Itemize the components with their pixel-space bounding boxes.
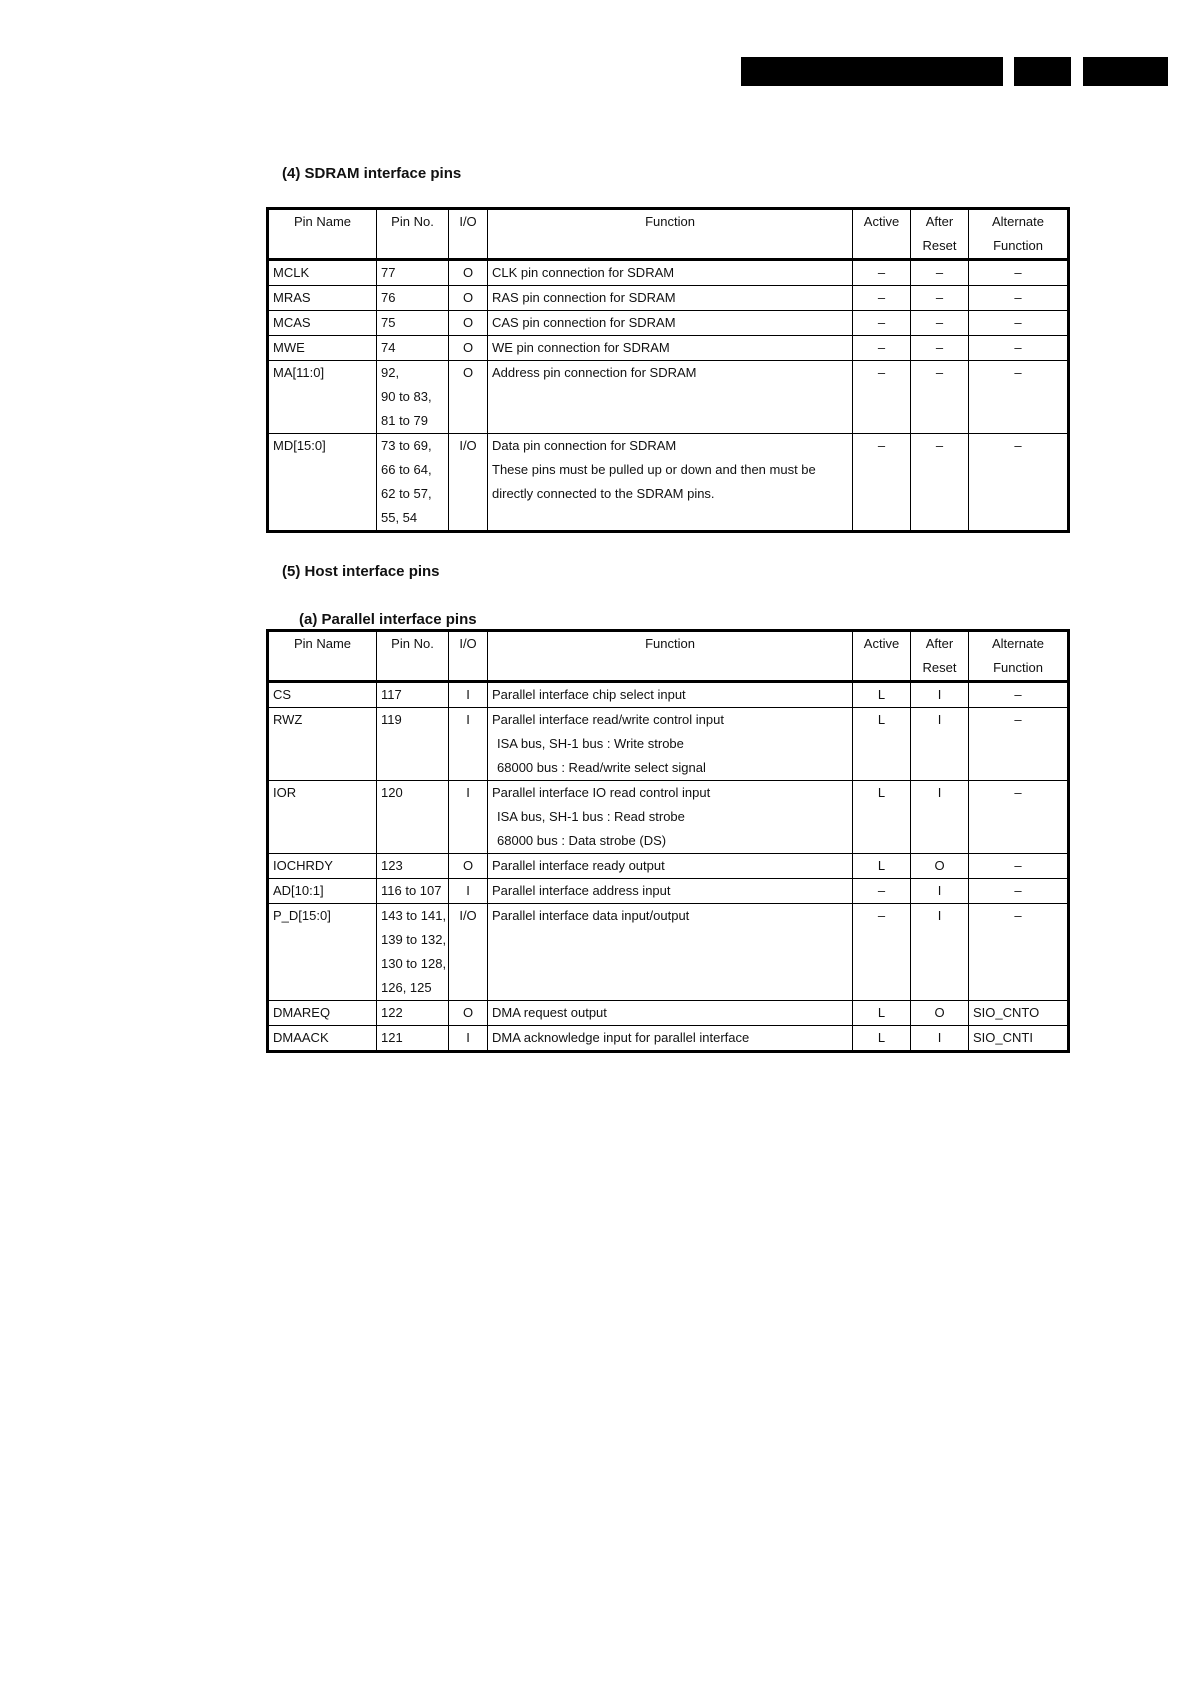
after-reset-cell: I	[911, 1026, 969, 1052]
header-bar-page	[1083, 57, 1168, 86]
function-line: WE pin connection for SDRAM	[492, 340, 670, 355]
alternate-function-cell: –	[969, 361, 1069, 434]
after-reset-cell: O	[911, 1001, 969, 1026]
after-reset-cell: I	[911, 904, 969, 1001]
pin-no-cell	[377, 260, 449, 286]
pin-no-cell	[377, 336, 449, 361]
pin-no-line: 90 to 83,	[381, 389, 432, 404]
function-cell	[488, 311, 853, 336]
table-row	[268, 311, 1069, 336]
function-line: Address pin connection for SDRAM	[492, 365, 697, 380]
pin-no-line: 92,	[381, 365, 400, 380]
alternate-function-cell: –	[969, 336, 1069, 361]
io-cell: I	[449, 781, 488, 854]
active-cell: –	[853, 904, 911, 1001]
pin-no-line: 123	[381, 858, 403, 873]
pin-name-cell: RWZ	[268, 708, 377, 781]
pin-no-line: 73 to 69,	[381, 438, 432, 453]
header-function: Function	[488, 209, 853, 260]
alternate-function-cell: –	[969, 879, 1069, 904]
pin-no-line: 139 to 132,	[381, 932, 447, 947]
function-subline: ISA bus, SH-1 bus : Read strobe	[497, 809, 685, 824]
active-cell: –	[853, 336, 911, 361]
table-row	[268, 1001, 1069, 1026]
pin-no-line: 76	[381, 290, 396, 305]
alternate-function-cell: –	[969, 682, 1069, 708]
function-line: directly connected to the SDRAM pins.	[492, 486, 715, 501]
pin-no-line: 117	[381, 687, 402, 702]
after-reset-cell: –	[911, 361, 969, 434]
parallel-pin-table	[266, 629, 1070, 1053]
function-line: Parallel interface read/write control input	[492, 712, 724, 727]
active-cell: –	[853, 361, 911, 434]
table-header-row	[268, 209, 1069, 260]
function-cell	[488, 904, 853, 1001]
pin-name-cell: DMAREQ	[268, 1001, 377, 1026]
function-cell	[488, 361, 853, 434]
function-line: DMA request output	[492, 1005, 607, 1020]
io-cell: O	[449, 336, 488, 361]
active-cell: –	[853, 879, 911, 904]
pin-name-cell: MA[11:0]	[268, 361, 377, 434]
io-cell: O	[449, 1001, 488, 1026]
header-after-reset-line-2: Reset	[922, 660, 957, 675]
pin-name-cell: MRAS	[268, 286, 377, 311]
function-subline: 68000 bus : Read/write select signal	[497, 760, 706, 775]
after-reset-cell: –	[911, 336, 969, 361]
function-line: CLK pin connection for SDRAM	[492, 265, 675, 280]
io-cell: I	[449, 708, 488, 781]
pin-name-cell: MD[15:0]	[268, 434, 377, 532]
active-cell: L	[853, 708, 911, 781]
after-reset-cell: I	[911, 708, 969, 781]
active-cell: L	[853, 781, 911, 854]
header-after-reset-line-1: After	[925, 214, 954, 229]
pin-no-line: 119	[381, 712, 402, 727]
header-after-reset-line-2: Reset	[922, 238, 957, 253]
header-after-reset	[911, 631, 969, 682]
function-line: CAS pin connection for SDRAM	[492, 315, 676, 330]
pin-no-cell	[377, 311, 449, 336]
header-pin-name: Pin Name	[268, 209, 377, 260]
function-line: DMA acknowledge input for parallel interface	[492, 1030, 750, 1045]
sdram-section-title: (4) SDRAM interface pins	[282, 165, 462, 182]
pin-no-line: 120	[381, 785, 403, 800]
pin-name-cell: CS	[268, 682, 377, 708]
pin-no-cell	[377, 1026, 449, 1052]
header-alternate-function	[969, 631, 1069, 682]
io-cell: O	[449, 311, 488, 336]
alternate-function-cell: –	[969, 311, 1069, 336]
header-bar-chapter	[1014, 57, 1071, 86]
after-reset-cell: –	[911, 286, 969, 311]
pin-no-line: 81 to 79	[381, 413, 428, 428]
pin-no-line: 75	[381, 315, 396, 330]
function-line: Data pin connection for SDRAM	[492, 438, 677, 453]
header-io: I/O	[449, 209, 488, 260]
pin-no-line: 122	[381, 1005, 403, 1020]
sdram-table-body	[268, 260, 1069, 532]
header-after-reset-line-1: After	[925, 636, 954, 651]
function-cell	[488, 781, 853, 854]
pin-no-cell	[377, 781, 449, 854]
header-alt-line-2: Function	[993, 660, 1043, 675]
pin-name-cell: IOR	[268, 781, 377, 854]
table-row	[268, 361, 1069, 434]
function-cell	[488, 708, 853, 781]
io-cell: I	[449, 682, 488, 708]
io-cell: O	[449, 260, 488, 286]
function-subline: ISA bus, SH-1 bus : Write strobe	[497, 736, 684, 751]
io-cell: I/O	[449, 904, 488, 1001]
function-line: Parallel interface data input/output	[492, 908, 690, 923]
alternate-function-cell: –	[969, 854, 1069, 879]
after-reset-cell: –	[911, 260, 969, 286]
table-row	[268, 434, 1069, 532]
header-io: I/O	[449, 631, 488, 682]
pin-no-cell	[377, 286, 449, 311]
alternate-function-cell: –	[969, 708, 1069, 781]
active-cell: –	[853, 434, 911, 532]
pin-no-line: 130 to 128,	[381, 956, 447, 971]
header-alt-line-1: Alternate	[991, 214, 1045, 229]
function-cell	[488, 879, 853, 904]
after-reset-cell: –	[911, 434, 969, 532]
pin-name-cell: DMAACK	[268, 1026, 377, 1052]
function-cell	[488, 1001, 853, 1026]
io-cell: O	[449, 361, 488, 434]
header-active: Active	[853, 631, 911, 682]
active-cell: L	[853, 854, 911, 879]
table-row	[268, 879, 1069, 904]
active-cell: L	[853, 1026, 911, 1052]
table-row	[268, 904, 1069, 1001]
pin-no-line: 121	[381, 1030, 403, 1045]
after-reset-cell: I	[911, 781, 969, 854]
after-reset-cell: –	[911, 311, 969, 336]
pin-no-cell	[377, 854, 449, 879]
alternate-function-cell: –	[969, 260, 1069, 286]
after-reset-cell: O	[911, 854, 969, 879]
header-pin-name: Pin Name	[268, 631, 377, 682]
pin-name-cell: MCAS	[268, 311, 377, 336]
header-pin-no: Pin No.	[377, 209, 449, 260]
alternate-function-cell: –	[969, 781, 1069, 854]
table-row	[268, 708, 1069, 781]
active-cell: L	[853, 1001, 911, 1026]
header-pin-no: Pin No.	[377, 631, 449, 682]
function-cell	[488, 682, 853, 708]
pin-name-cell: MWE	[268, 336, 377, 361]
function-line: These pins must be pulled up or down and then must be	[492, 462, 816, 477]
table-header-row	[268, 631, 1069, 682]
pin-no-cell	[377, 434, 449, 532]
after-reset-cell: I	[911, 879, 969, 904]
pin-no-line: 143 to 141,	[381, 908, 447, 923]
pin-no-cell	[377, 1001, 449, 1026]
function-subline: 68000 bus : Data strobe (DS)	[497, 833, 667, 848]
pin-name-cell: AD[10:1]	[268, 879, 377, 904]
pin-no-line: 55, 54	[381, 510, 418, 525]
function-line: Parallel interface IO read control input	[492, 785, 711, 800]
io-cell: I	[449, 1026, 488, 1052]
function-line: RAS pin connection for SDRAM	[492, 290, 676, 305]
function-cell	[488, 260, 853, 286]
function-cell	[488, 286, 853, 311]
pin-no-cell	[377, 361, 449, 434]
pin-no-line: 116 to 107	[381, 883, 442, 898]
header-alt-line-1: Alternate	[991, 636, 1045, 651]
pin-no-cell	[377, 682, 449, 708]
table-row	[268, 286, 1069, 311]
alternate-function-cell: –	[969, 286, 1069, 311]
table-row	[268, 1026, 1069, 1052]
pin-no-line: 77	[381, 265, 396, 280]
function-cell	[488, 1026, 853, 1052]
function-cell	[488, 434, 853, 532]
alternate-function-cell: SIO_CNTI	[969, 1026, 1069, 1052]
pin-name-cell: P_D[15:0]	[268, 904, 377, 1001]
header-alt-line-2: Function	[993, 238, 1043, 253]
after-reset-cell: I	[911, 682, 969, 708]
pin-no-line: 62 to 57,	[381, 486, 432, 501]
pin-no-cell	[377, 879, 449, 904]
pin-no-cell	[377, 708, 449, 781]
parallel-subsection-title: (a) Parallel interface pins	[299, 611, 477, 628]
table-row	[268, 854, 1069, 879]
table-row	[268, 336, 1069, 361]
pin-no-line: 66 to 64,	[381, 462, 432, 477]
alternate-function-cell: –	[969, 904, 1069, 1001]
host-section-title: (5) Host interface pins	[282, 563, 440, 580]
header-alternate-function	[969, 209, 1069, 260]
sdram-pin-table	[266, 207, 1070, 533]
pin-name-cell: IOCHRDY	[268, 854, 377, 879]
function-cell	[488, 854, 853, 879]
pin-no-cell	[377, 904, 449, 1001]
parallel-table-body	[268, 682, 1069, 1052]
header-after-reset	[911, 209, 969, 260]
table-row	[268, 682, 1069, 708]
function-cell	[488, 336, 853, 361]
io-cell: O	[449, 286, 488, 311]
io-cell: I/O	[449, 434, 488, 532]
active-cell: L	[853, 682, 911, 708]
function-line: Parallel interface address input	[492, 883, 671, 898]
table-row	[268, 781, 1069, 854]
header-bar-title	[741, 57, 1003, 86]
function-line: Parallel interface ready output	[492, 858, 665, 873]
active-cell: –	[853, 260, 911, 286]
header-active: Active	[853, 209, 911, 260]
active-cell: –	[853, 286, 911, 311]
pin-no-line: 74	[381, 340, 396, 355]
table-row	[268, 260, 1069, 286]
header-function: Function	[488, 631, 853, 682]
active-cell: –	[853, 311, 911, 336]
alternate-function-cell: –	[969, 434, 1069, 532]
function-line: Parallel interface chip select input	[492, 687, 686, 702]
alternate-function-cell: SIO_CNTO	[969, 1001, 1069, 1026]
pin-no-line: 126, 125	[381, 980, 432, 995]
io-cell: O	[449, 854, 488, 879]
io-cell: I	[449, 879, 488, 904]
pin-name-cell: MCLK	[268, 260, 377, 286]
